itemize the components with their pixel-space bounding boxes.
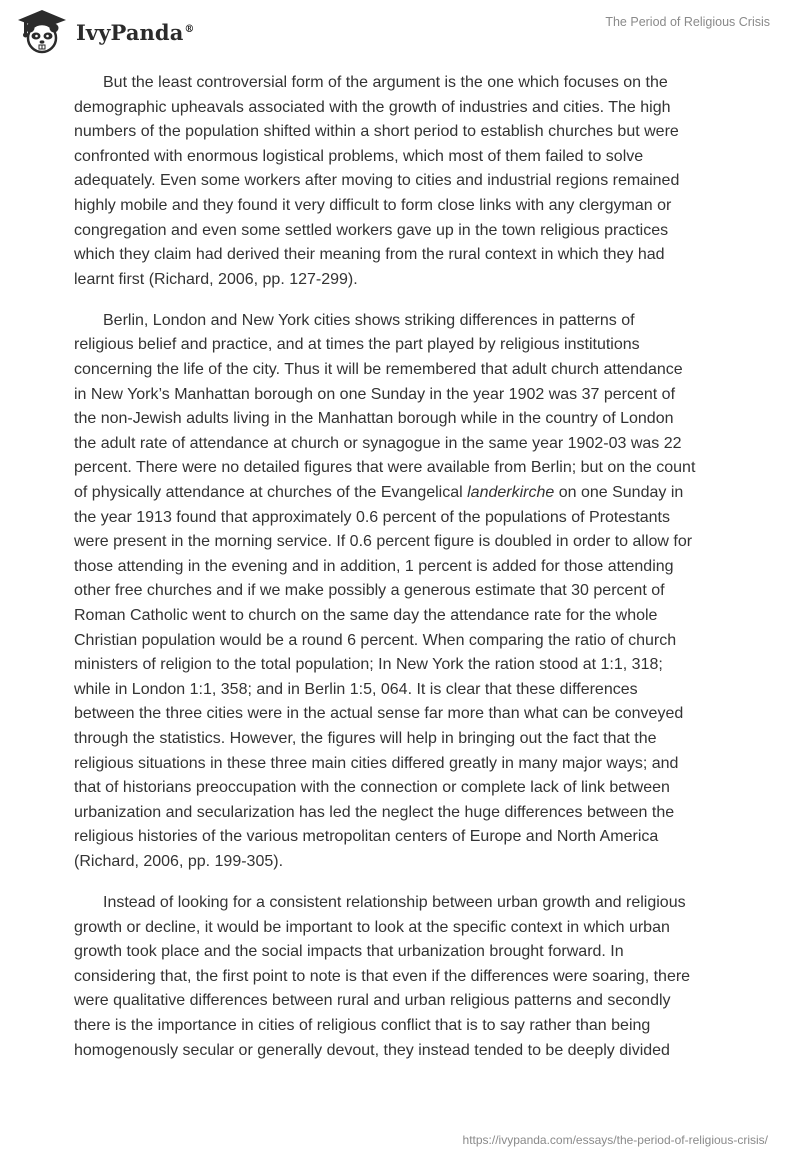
text-line: through the statistics. However, the figures will help in bringing out the fact that the xyxy=(74,729,657,747)
text-line: But the least controversial form of the argument is the one which focuses on the xyxy=(103,74,668,91)
text-line: those attending in the evening and in addition, 1 percent is added for those attending xyxy=(74,557,674,575)
source-url[interactable]: https://ivypanda.com/essays/the-period-of-religious-crisis/ xyxy=(462,1133,768,1147)
text-line: were present in the morning service. If 0.6 percent figure is doubled in order to allow for xyxy=(74,533,693,551)
text-line: (Richard, 2006, pp. 199-305). xyxy=(74,852,284,870)
paragraph-3 xyxy=(74,891,734,1063)
text-line: religious belief and practice, and at times the part played by religious institutions xyxy=(74,336,640,354)
ivypanda-logo[interactable] xyxy=(14,8,195,56)
paragraph-2 xyxy=(74,309,734,875)
text-line: Roman Catholic went to church on the same day the attendance rate for the whole xyxy=(74,606,658,624)
text-line: other free churches and if we make possibly a generous estimate that 30 percent of xyxy=(74,582,665,600)
text-line: the adult rate of attendance at church or synagogue in the same year 1902-03 was 22 xyxy=(74,434,682,452)
text-line: congregation and even some settled workers gave up in the town religious practices xyxy=(74,221,669,239)
text-line: considering that, the first point to note is that even if the differences were soaring, there xyxy=(74,967,691,985)
text-line: growth took place and the social impacts that urbanization brought forward. In xyxy=(74,943,624,961)
text-line: religious histories of the various metropolitan centers of Europe and North America xyxy=(74,828,659,846)
text-line: urbanization and secularization has led the neglect the huge differences between the xyxy=(74,803,675,821)
text-line: which they claim had derived their meaning from the rural context in which they had xyxy=(74,246,665,264)
text-line: homogenously secular or generally devout, they instead tended to be deeply divided xyxy=(74,1041,670,1059)
text-line: religious situations in these three main cities differed greatly in many major ways; and xyxy=(74,754,679,772)
text-line: ministers of religion to the total population; In New York the ration stood at 1:1, 318; xyxy=(74,656,663,674)
text-line: the non-Jewish adults living in the Manhattan borough while in the country of London xyxy=(74,410,674,428)
text-line: Berlin, London and New York cities shows striking differences in patterns of xyxy=(103,311,635,329)
essay-body xyxy=(74,71,734,1080)
text-run: on one Sunday in xyxy=(554,484,684,501)
text-line: highly mobile and they found it very difficult to form close links with any clergyman or xyxy=(74,196,672,214)
text-line: numbers of the population shifted within a short period to establish churches but were xyxy=(74,123,679,141)
paragraph-1 xyxy=(74,71,734,292)
text-line: growth or decline, it would be important to look at the specific context in which urban xyxy=(74,918,670,936)
text-line: while in London 1:1, 358; and in Berlin 1:5, 064. It is clear that these differences xyxy=(74,680,638,698)
text-line: the year 1913 found that approximately 0.6 percent of the populations of Protestants xyxy=(74,508,670,526)
italic-term: landerkirche xyxy=(467,484,555,501)
text-line: were qualitative differences between rural and urban religious patterns and secondly xyxy=(74,992,671,1010)
text-line: adequately. Even some workers after moving to cities and industrial regions remained xyxy=(74,172,680,190)
text-line: there is the importance in cities of religious conflict that is to say rather than being xyxy=(74,1016,651,1034)
page-header xyxy=(0,0,800,70)
text-line: in New York’s Manhattan borough on one Sunday in the year 1902 was 37 percent of xyxy=(74,385,676,403)
text-line: Instead of looking for a consistent relationship between urban growth and religious xyxy=(103,894,686,911)
brand-name: IvyPanda® xyxy=(76,19,195,45)
text-line xyxy=(45,481,734,506)
document-title: The Period of Religious Crisis xyxy=(605,15,770,29)
panda-mortarboard-icon xyxy=(14,8,70,56)
text-line: learnt first (Richard, 2006, pp. 127-299). xyxy=(74,270,358,288)
text-line: confronted with enormous logistical problems, which most of them failed to solve xyxy=(74,147,644,165)
text-line: Christian population would be a round 6 percent. When comparing the ratio of church xyxy=(74,631,677,649)
text-line: that of historians preoccupation with the connection or complete lack of link between xyxy=(74,779,670,797)
text-line: percent. There were no detailed figures that were available from Berlin; but on the count xyxy=(74,459,696,477)
text-line: between the three cities were in the actual sense far more than what can be conveyed xyxy=(74,705,684,723)
text-line: concerning the life of the city. Thus it will be remembered that adult church attendance xyxy=(74,361,683,379)
text-line: demographic upheavals associated with the growth of industries and cities. The high xyxy=(74,98,671,116)
text-run: of physically attendance at churches of the Evangelical xyxy=(74,484,468,501)
